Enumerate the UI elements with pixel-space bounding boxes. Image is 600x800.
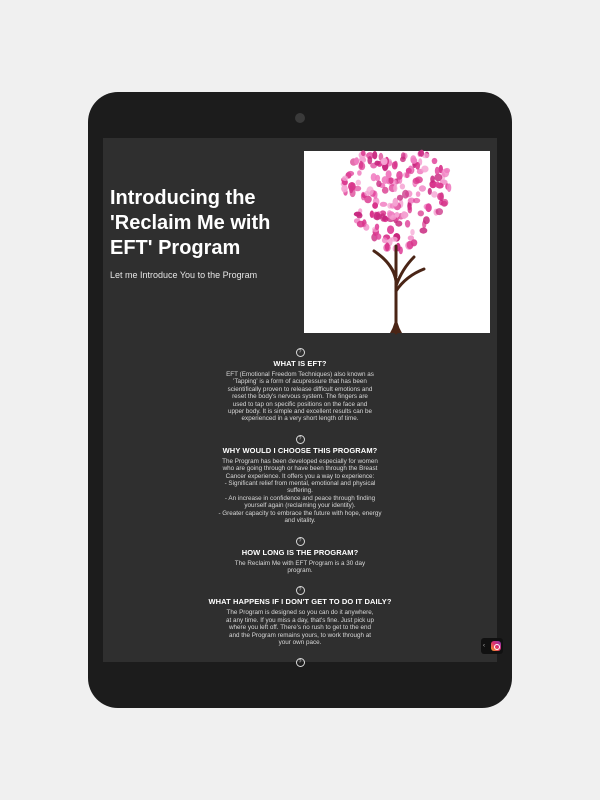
handprint-leaf [374, 212, 381, 220]
handprint-leaf [386, 170, 392, 178]
faq-item-why-choose [103, 435, 497, 525]
faq-answer-line: - An increase in confidence and peace through finding yourself again (reclaiming your identity). [224, 494, 376, 510]
handprint-leaf [442, 199, 449, 206]
handprint-leaf [376, 181, 381, 188]
faq-question: WHAT IS EFT? [273, 359, 327, 368]
handprint-leaf [356, 180, 361, 186]
tablet-frame [88, 92, 512, 708]
handprint-leaf [361, 150, 366, 156]
handprint-leaf [402, 190, 409, 199]
handprint-leaf [348, 182, 356, 191]
handprint-leaf [408, 205, 413, 213]
social-widget[interactable] [481, 638, 503, 654]
faq-answer: The Reclaim Me with EFT Program is a 30 day program. [234, 559, 366, 574]
question-circle-icon: ? [296, 435, 305, 444]
handprint-leaf [401, 152, 406, 159]
handprint-leaf [364, 191, 369, 196]
handprint-leaf [375, 224, 379, 230]
handprint-leaf [435, 167, 440, 175]
handprint-leaf [430, 176, 435, 183]
handprint-leaf [411, 239, 418, 246]
handprint-leaf [396, 171, 403, 180]
faq-question: WHAT HAPPENS IF I DON'T GET TO DO IT DAILY? [208, 597, 392, 607]
handprint-leaf [447, 183, 451, 192]
handprint-leaf [410, 229, 414, 235]
handprint-leaf [416, 191, 421, 197]
handprint-leaf [415, 162, 420, 170]
handprint-leaf [413, 178, 420, 184]
handprint-leaf [419, 185, 426, 191]
handprint-leaf [401, 211, 407, 219]
handprint-leaf [357, 170, 362, 176]
handprint-leaf [387, 210, 392, 217]
handprint-leaf [372, 151, 377, 159]
handprint-leaf [371, 173, 377, 181]
faq-answer-line: - Significant relief from mental, emotional and physical suffering. [224, 480, 376, 495]
handprint-leaf [376, 233, 382, 239]
handprint-leaf [382, 237, 388, 243]
question-circle-icon: ? [296, 658, 305, 667]
faq-question: HOW LONG IS THE PROGRAM? [241, 547, 359, 557]
faq-item-what-is-eft [103, 348, 497, 423]
handprint-leaf [380, 202, 388, 207]
handprint-leaf [342, 176, 348, 182]
hero-section [103, 138, 497, 338]
handprint-leaf [418, 150, 424, 156]
faq-question: WHY WOULD I CHOOSE THIS PROGRAM? [222, 445, 378, 455]
page-title: Introducing the 'Reclaim Me with EFT' Program [110, 187, 271, 259]
question-circle-icon: ? [296, 586, 305, 595]
handprint-leaf [393, 184, 397, 192]
heart-tree-image [304, 151, 490, 333]
faq-answer [218, 458, 383, 525]
handprint-leaf [359, 161, 363, 169]
handprint-leaf [423, 216, 430, 224]
handprint-leaf [374, 161, 380, 166]
handprint-leaf [367, 156, 372, 164]
chevron-left-icon[interactable]: ‹ [483, 643, 485, 649]
handprint-leaf [425, 203, 431, 212]
question-circle-icon: ? [296, 537, 305, 546]
faq-answer-line: - Greater capacity to embrace the future with hope, energy and vitality. [218, 509, 382, 525]
handprint-leaf [382, 164, 387, 171]
handprint-leaf [395, 221, 402, 227]
faq-section [103, 348, 497, 679]
handprint-leaf [410, 155, 416, 163]
handprint-leaf [387, 225, 394, 234]
handprint-leaf [397, 195, 403, 201]
handprint-leaf [400, 184, 405, 190]
screen[interactable] [103, 138, 497, 666]
handprint-leaf [395, 212, 400, 218]
handprint-leaf [389, 177, 394, 184]
handprint-leaf [385, 242, 390, 251]
handprint-leaf [347, 171, 354, 176]
faq-answer: EFT (Emotional Freedom Techniques) also known as 'Tapping' is a form of acupressure that has been scientifically proven to release difficult emotions and reset the body's nervous system. The fingers are used to tap on specific positions on the face and upper body. It is simple and excellent results can be experienced in a very short length of time. [226, 371, 374, 423]
handprint-leaf [437, 193, 443, 200]
faq-answer-line: The Program has been developed especially for women who are going through or have been through the Breast Cancer experience. It offers you a way to experience: [222, 457, 378, 480]
handprint-leaf [441, 169, 449, 178]
handprint-leaf [420, 228, 428, 234]
handprint-leaf [354, 212, 362, 217]
instagram-icon[interactable] [491, 641, 501, 651]
handprint-leaf [406, 168, 412, 174]
handprint-leaf [357, 221, 365, 228]
handprint-leaf [391, 237, 398, 242]
handprint-leaf [436, 208, 443, 215]
faq-item-not-daily [103, 586, 497, 646]
handprint-leaf [392, 162, 398, 170]
handprint-leaf [434, 174, 442, 182]
faq-answer: The Program is designed so you can do it anywhere, at any time. If you miss a day, that's fine. Just pick up where you left off. There's no rush to get to the end and the Program remains yours, to work through at your own pace. [225, 609, 375, 646]
page-subtitle: Let me Introduce You to the Program [110, 270, 258, 280]
handprint-leaf [354, 157, 359, 165]
camera-dot [295, 113, 305, 123]
question-circle-icon: ? [296, 348, 305, 357]
heart-tree-illustration [304, 151, 490, 333]
handprint-leaf [418, 210, 424, 216]
handprint-leaf [381, 158, 388, 165]
handprint-leaf [413, 198, 420, 203]
handprint-leaf [435, 181, 439, 188]
handprint-leaf [382, 187, 389, 194]
handprint-leaf [372, 202, 378, 209]
faq-item-how-long [103, 537, 497, 575]
handprint-leaf [421, 166, 428, 173]
handprint-leaf [432, 158, 438, 164]
faq-item-next [103, 658, 497, 667]
handprint-leaf [364, 196, 372, 204]
handprint-leaf [405, 220, 410, 228]
handprint-leaf [431, 191, 438, 198]
